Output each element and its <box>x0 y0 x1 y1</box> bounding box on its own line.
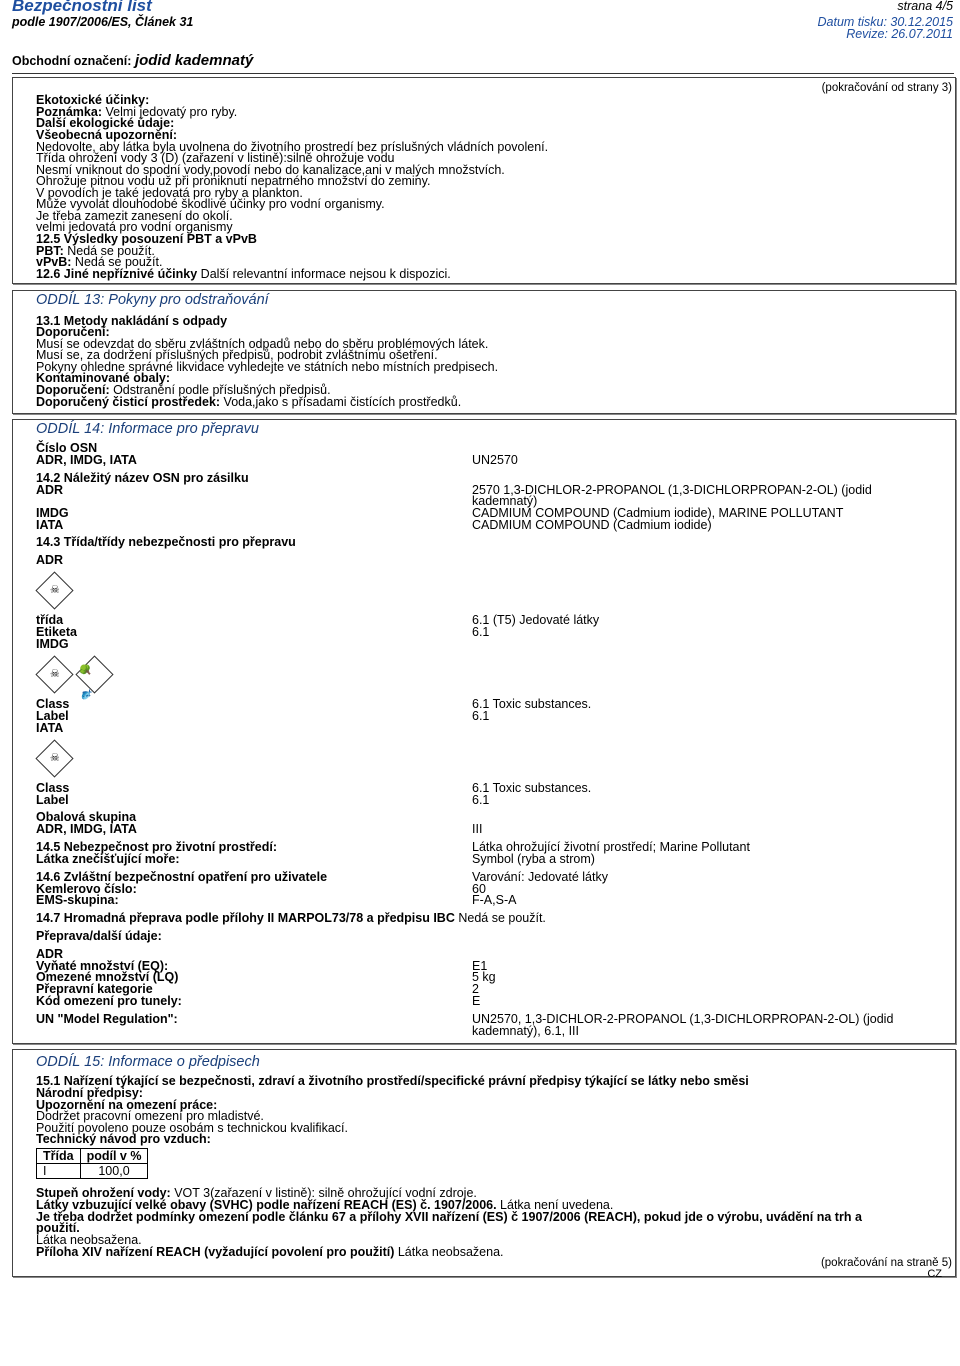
imdg-class-label: Class <box>36 697 70 711</box>
trade-name-line <box>12 52 254 69</box>
ecology-text: Nesmí vniknout do spodní vody,povodí nebo do kanalizace,ani v malých množstvích. <box>36 163 505 177</box>
imdg-label: IMDG <box>36 637 69 651</box>
packing-group-value: III <box>472 822 483 836</box>
adr-shipping-name: 2570 1,3-DICHLOR-2-PROPANOL (1,3-DICHLORPROPAN-2-OL) (jodid <box>472 483 872 497</box>
recommendation-heading: Doporučení: <box>36 325 110 339</box>
model-regulation-value: UN2570, 1,3-DICHLOR-2-PROPANOL (1,3-DICHLORPROPAN-2-OL) (jodid <box>472 1012 894 1026</box>
contaminated-packaging-heading: Kontaminované obaly: <box>36 371 171 385</box>
user-precautions-label: 14.6 Zvláštní bezpečnostní opatření pro uživatele <box>36 870 328 884</box>
table-cell: 100,0 <box>80 1164 148 1179</box>
substance-not-contained: Látka neobsažena. <box>36 1233 142 1247</box>
un-number-label: Číslo OSN <box>36 441 98 455</box>
air-guidance-heading: Technický návod pro vzduch: <box>36 1132 211 1146</box>
trade-name: jodid kademnatý <box>134 52 254 69</box>
cleaning-agent: Doporučený čisticí prostředek: Voda,jako s přísadami čistících prostředků. <box>36 395 462 409</box>
disposal-text: Pokyny ohledne správné likvidace vyhledejte ve státních nebo místních predpisech. <box>36 360 499 374</box>
waste-methods-heading: 13.1 Metody nakládání s odpady <box>36 314 228 328</box>
transport-modes: ADR, IMDG, IATA <box>36 453 137 467</box>
ems-label: EMS-skupina: <box>36 893 119 907</box>
imdg-label-value: 6.1 <box>472 709 490 723</box>
document-title: Bezpečnostní list <box>12 0 152 15</box>
hazard-class-heading: 14.3 Třída/třídy nebezpečnosti pro přepravu <box>36 535 296 549</box>
revision-date: Revize: 26.07.2011 <box>846 27 953 41</box>
page-number: strana 4/5 <box>897 0 953 13</box>
water-hazard-line: Stupeň ohrožení vody: VOT 3(zařazení v listině): silně ohrožující vodní zdroje. <box>36 1186 477 1200</box>
kemler-label: Kemlerovo číslo: <box>36 882 137 896</box>
iata-label: IATA <box>36 518 64 532</box>
work-restrictions-heading: Upozornění na omezení práce: <box>36 1098 218 1112</box>
vpvb-line: vPvB: Nedá se použít. <box>36 255 163 269</box>
restriction-conditions: Je třeba dodržet podmínky omezení podle článku 67 a přílohy XVII nařízení (ES) č 1907/2006 (REACH), pokud jde o výrobu, uvádění na trh a <box>36 1210 862 1224</box>
restriction-conditions-cont: použití. <box>36 1221 80 1235</box>
label-value: 6.1 <box>472 625 490 639</box>
ecology-text: V povodích je také jedovatá pro ryby a plankton. <box>36 186 303 200</box>
imdg-class-value: 6.1 Toxic substances. <box>472 697 592 711</box>
section-14-title: ODDÍL 14: Informace pro přepravu <box>36 421 259 437</box>
ecotox-note: Poznámka: Velmi jedovatý pro ryby. <box>36 105 238 119</box>
tunnel-code-label: Kód omezení pro tunely: <box>36 994 182 1008</box>
adr-label: ADR <box>36 553 64 567</box>
iata-label-value: 6.1 <box>472 793 490 807</box>
eq-label: Vyňaté množství (EQ): <box>36 959 169 973</box>
disposal-text: Musí se, za dodržení příslušných předpisů, podrobit zvláštnímu ošetření. <box>36 348 438 362</box>
lq-value: 5 kg <box>472 970 496 984</box>
imdg-label: IMDG <box>36 506 69 520</box>
svhc-line: Látky vzbuzující velké obavy (SVHC) podle nařízení REACH (ES) č. 1907/2006. Látka není uvedena. <box>36 1198 614 1212</box>
transport-category-value: 2 <box>472 982 479 996</box>
ecology-text: Nedovolte, aby látka byla uvolnena do životního prostredí bez príslušných vládních povolení. <box>36 140 549 154</box>
toxic-hazard-icon: ☠ <box>35 655 73 693</box>
disposal-text: Musí se odevzdat do sběru zvláštních odpadů nebo do sběru problémových látek. <box>36 337 489 351</box>
lq-label: Omezené množství (LQ) <box>36 970 179 984</box>
table-row <box>37 1164 148 1179</box>
ems-value: F-A,S-A <box>472 893 517 907</box>
regulation-text: Dodržet pracovní omezení pro mladistvé. <box>36 1109 264 1123</box>
pbt-line: PBT: Nedá se použít. <box>36 244 155 258</box>
iata-label: IATA <box>36 721 64 735</box>
air-class-table <box>36 1148 148 1179</box>
marpol-line: 14.7 Hromadná přeprava podle přílohy II MARPOL73/78 a předpisu IBC Nedá se použít. <box>36 911 546 925</box>
pbt-heading: 12.5 Výsledky posouzení PBT a vPvB <box>36 232 257 246</box>
header-divider <box>12 73 954 74</box>
toxic-hazard-icon: ☠ <box>35 739 73 777</box>
ecology-heading: Další ekologické údaje: <box>36 116 175 130</box>
shipping-name-heading: 14.2 Náležitý název OSN pro zásilku <box>36 471 249 485</box>
ecology-text: Ohrožuje pitnou vodu už při proniknutí nepatrného množství do zeminy. <box>36 174 431 188</box>
toxic-hazard-icon: ☠ <box>35 571 73 609</box>
section-13-title: ODDÍL 13: Pokyny pro odstraňování <box>36 292 269 308</box>
annex-xiv-line: Příloha XIV nařízení REACH (vyžadující povolení pro použití) Látka neobsažena. <box>36 1245 504 1259</box>
ecology-text: Může vyvolat dlouhodobé škodlivé účinky pro vodní organismy. <box>36 197 385 211</box>
ecology-text: Je třeba zamezit zanesení do okolí. <box>36 209 233 223</box>
iata-label-label: Label <box>36 793 69 807</box>
regulation-text: Použití povoleno pouze osobám s technickou kvalifikací. <box>36 1121 348 1135</box>
ecology-text: velmi jedovatá pro vodní organismy <box>36 220 233 234</box>
env-hazard-label: 14.5 Nebezpečnost pro životní prostředí: <box>36 840 278 854</box>
class-label: třída <box>36 613 64 627</box>
packaging-recommendation: Doporučení: Odstranění podle příslušných předpisů. <box>36 383 331 397</box>
imdg-shipping-name: CADMIUM COMPOUND (Cadmium iodide), MARINE POLLUTANT <box>472 506 844 520</box>
general-warnings-heading: Všeobecná upozornění: <box>36 128 177 142</box>
marine-pollutant-icon: 🌳 🐟 <box>75 655 113 693</box>
label-label: Etiketa <box>36 625 77 639</box>
continued-from: (pokračování od strany 3) <box>821 82 952 94</box>
table-header-row <box>37 1149 148 1164</box>
regulations-heading: 15.1 Nařízení týkající se bezpečnosti, zdraví a životního prostředí/specifické právní předpisy týkající se látky nebo směsi <box>36 1074 749 1088</box>
ecology-text: Třída ohrožení vody 3 (D) (zařazení v listině):silně ohrožuje vodu <box>36 151 395 165</box>
continued-to: (pokračování na straně 5) <box>820 1257 952 1269</box>
packing-group-label: Obalová skupina <box>36 810 137 824</box>
table-header: Třída <box>37 1149 81 1164</box>
marine-pollutant-value: Symbol (ryba a strom) <box>472 852 595 866</box>
eq-value: E1 <box>472 959 488 973</box>
kemler-value: 60 <box>472 882 486 896</box>
section-15-title: ODDÍL 15: Informace o předpisech <box>36 1054 260 1070</box>
iata-shipping-name: CADMIUM COMPOUND (Cadmium iodide) <box>472 518 712 532</box>
trade-name-label: Obchodní označení: <box>12 54 132 68</box>
ecotox-heading: Ekotoxické účinky: <box>36 93 150 107</box>
language-code: CZ <box>927 1268 942 1280</box>
iata-class-value: 6.1 Toxic substances. <box>472 781 592 795</box>
marine-pollutant-label: Látka znečišťující moře: <box>36 852 180 866</box>
transport-extra-heading: Přeprava/další údaje: <box>36 929 162 943</box>
transport-category-label: Přepravní kategorie <box>36 982 153 996</box>
table-header: podíl v % <box>80 1149 148 1164</box>
env-hazard-value: Látka ohrožující životní prostředí; Marine Pollutant <box>472 840 750 854</box>
adr-shipping-name-cont: kademnatý) <box>472 494 538 508</box>
packing-group-modes: ADR, IMDG, IATA <box>36 822 137 836</box>
iata-class-label: Class <box>36 781 70 795</box>
model-regulation-label: UN "Model Regulation": <box>36 1012 178 1026</box>
document-subtitle: podle 1907/2006/ES, Článek 31 <box>12 15 194 29</box>
tunnel-code-value: E <box>472 994 481 1008</box>
class-value: 6.1 (T5) Jedovaté látky <box>472 613 600 627</box>
model-regulation-value-cont: kademnatý), 6.1, III <box>472 1024 579 1038</box>
un-number-value: UN2570 <box>472 453 518 467</box>
adr-label: ADR <box>36 483 64 497</box>
print-date: Datum tisku: 30.12.2015 <box>817 15 953 29</box>
adr-label: ADR <box>36 947 64 961</box>
user-precautions-value: Varování: Jedovaté látky <box>472 870 608 884</box>
table-cell: I <box>37 1164 81 1179</box>
other-effects-line: 12.6 Jiné nepříznivé účinky Další relevantní informace nejsou k dispozici. <box>36 267 451 281</box>
imdg-label-label: Label <box>36 709 69 723</box>
national-regulations-heading: Národní předpisy: <box>36 1086 143 1100</box>
